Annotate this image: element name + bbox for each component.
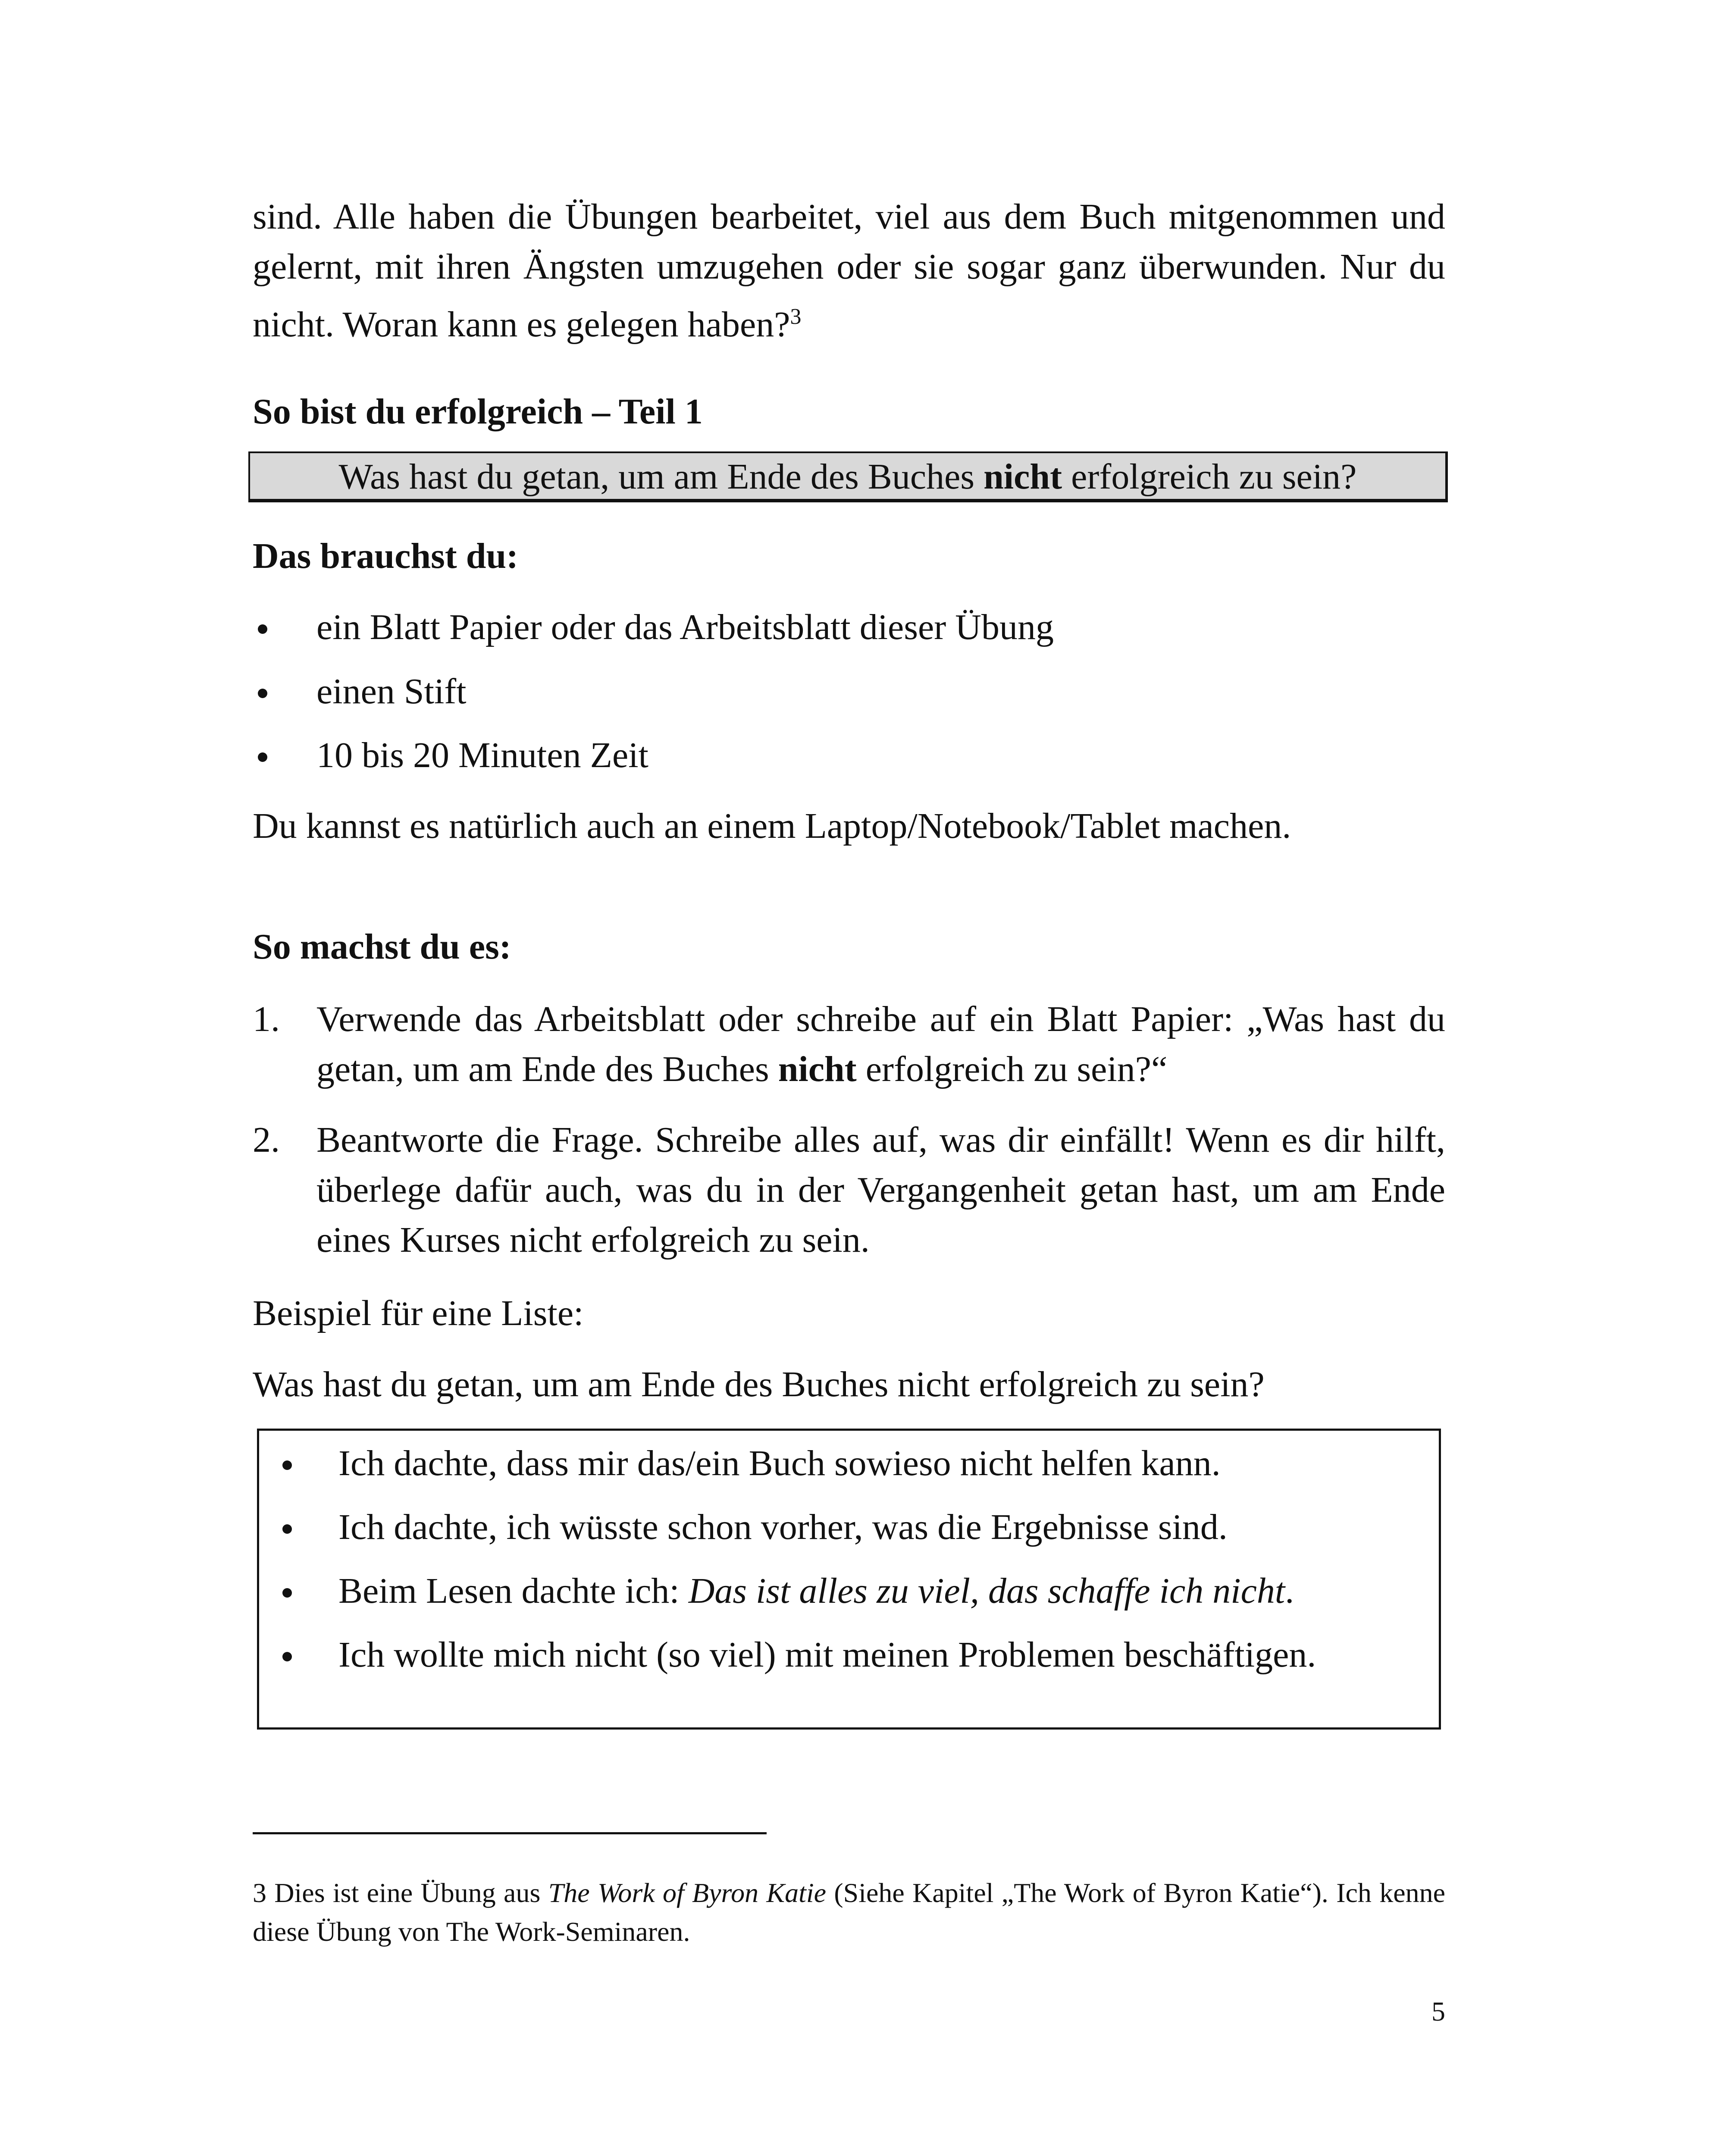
needs-note: Du kannst es natürlich auch an einem Laptop/Notebook/Tablet machen. [253, 806, 1291, 846]
bullet-icon [282, 1524, 292, 1534]
step-bold: nicht [778, 1049, 857, 1089]
intro-text: sind. Alle haben die Übungen bearbeitet, viel aus dem Buch mitgenommen und gelernt, mit ihren Ängsten umzugehen oder sie sogar ganz überwunden. Nur du nicht. Woran kann es gelegen haben? [253, 197, 1445, 345]
list-item: 10 bis 20 Minuten Zeit [316, 735, 648, 775]
example-item: Ich wollte mich nicht (so viel) mit meinen Problemen beschäftigen. [338, 1635, 1316, 1675]
step-text: Verwende das Arbeitsblatt oder schreibe auf ein Blatt Papier: „Was hast du getan, um am Ende des Buches [316, 999, 1445, 1089]
footnote-text: Dies ist eine Übung aus [266, 1877, 548, 1908]
bullet-icon [258, 624, 267, 634]
bullet-icon [282, 1460, 292, 1470]
needs-heading: Das brauchst du: [253, 536, 519, 576]
intro-paragraph [253, 192, 1445, 350]
list-item: ein Blatt Papier oder das Arbeitsblatt dieser Übung [316, 607, 1054, 647]
step-number: 2. [253, 1120, 280, 1160]
example-item: Ich dachte, dass mir das/ein Buch sowieso nicht helfen kann. [338, 1443, 1221, 1483]
footnote-italic: The Work of Byron Katie [548, 1877, 827, 1908]
example-italic: Das ist alles zu viel, das schaffe ich nicht [688, 1571, 1285, 1611]
step-item [316, 994, 1445, 1094]
question-box [248, 451, 1448, 502]
example-item: Ich dachte, ich wüsste schon vorher, was die Ergebnisse sind. [338, 1507, 1228, 1547]
example-question: Was hast du getan, um am Ende des Buches nicht erfolgreich zu sein? [253, 1364, 1265, 1404]
question-text: Was hast du getan, um am Ende des Buches [338, 457, 984, 497]
bullet-icon [282, 1652, 292, 1661]
footnote-number: 3 [253, 1877, 266, 1908]
example-box [257, 1429, 1441, 1730]
step-number: 1. [253, 999, 280, 1039]
example-text: Beim Lesen dachte ich: [338, 1571, 689, 1611]
footnote-ref[interactable]: 3 [790, 304, 802, 329]
steps-heading: So machst du es: [253, 927, 511, 967]
bullet-icon [282, 1588, 292, 1598]
example-item [338, 1566, 1416, 1616]
list-item: einen Stift [316, 671, 467, 711]
footnote-divider [253, 1832, 767, 1834]
bullet-icon [258, 689, 267, 698]
step-text-end: erfolgreich zu sein?“ [856, 1049, 1168, 1089]
page-number: 5 [1431, 1996, 1445, 2027]
footnote-text-end: (Siehe Kapitel „The Work of Byron Katie“). Ich kenne diese Übung von The Work-Seminaren. [253, 1877, 1446, 1947]
question-text-end: erfolgreich zu sein? [1062, 457, 1357, 497]
bullet-icon [258, 752, 267, 762]
section-heading: So bist du erfolgreich – Teil 1 [253, 392, 703, 432]
question-bold: nicht [983, 457, 1062, 497]
example-text-end: . [1285, 1571, 1294, 1611]
example-label: Beispiel für eine Liste: [253, 1293, 584, 1333]
footnote [253, 1874, 1445, 1951]
step-item: Beantworte die Frage. Schreibe alles auf, was dir einfällt! Wenn es dir hilft, überlege dafür auch, was du in der Vergangenheit getan hast, um am Ende eines Kurses nicht erfolgreich zu sein. [316, 1120, 1445, 1260]
